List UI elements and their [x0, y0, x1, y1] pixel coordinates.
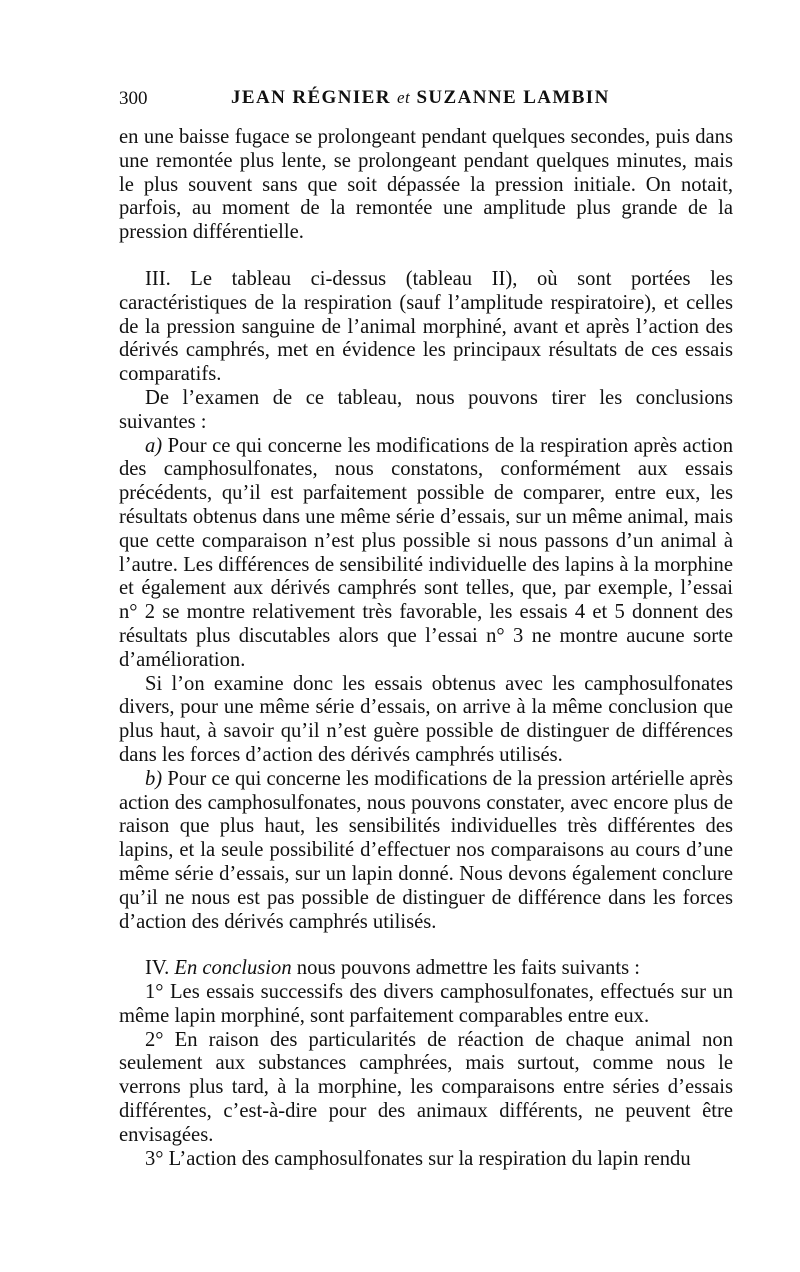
point-a-marker: a)	[145, 434, 163, 457]
paragraph-conclusion-1: 1° Les essais successifs des divers camphosulfonates, effectués sur un même lapin morphiné, sont parfaitement comparables entre eux.	[119, 981, 733, 1027]
page-number: 300	[119, 88, 148, 109]
body-text	[119, 126, 733, 1171]
point-b-marker: b)	[145, 767, 163, 790]
point-a-text: Pour ce qui concerne les modifications de la respiration après action des camphosulfonates, nous constatons, conformément aux essais précédents, qu’il est parfaitement possible de comparer, entre eux, les résultats obtenus dans une même série d’essais, sur un même animal, mais que cette comparaison n’est plus possible si nous passons d’un animal à l’autre. Les différences de sensibilité individuelle des lapins à la morphine et également aux dérivés camphrés sont telles, que, par exemple, l’essai n° 2 se montre relativement très favorable, les essais 4 et 5 donnent des résultats plus discutables alors que l’essai n° 3 ne montre aucune sorte d’amélioration.	[119, 434, 733, 671]
paragraph-camphosulfonates-comparison: Si l’on examine donc les essais obtenus avec les camphosulfonates divers, pour une même série d’essais, on arrive à la même conclusion que plus haut, à savoir qu’il n’est guère possible de distinguer de différences dans les forces d’action des dérivés camphrés utilisés.	[119, 672, 733, 766]
running-head	[119, 88, 731, 114]
section-iv-prefix: IV.	[145, 957, 175, 980]
paragraph-section-iii: III. Le tableau ci-dessus (tableau II), où sont portées les caractéristiques de la respiration (sauf l’amplitude respiratoire), et celles de la pression sanguine de l’animal morphiné, avant et après l’action des dérivés camphrés, met en évidence les principaux résultats de ces essais comparatifs.	[119, 267, 733, 386]
section-iv-emphasis: En conclusion	[174, 957, 292, 980]
paragraph-conclusion-2: 2° En raison des particularités de réaction de chaque animal non seulement aux substances camphrées, mais surtout, comme nous le verrons plus tard, à la morphine, les comparaisons entre séries d’essais différentes, c’est-à-dire pour des animaux différents, ne peuvent être envisagées.	[119, 1028, 733, 1146]
paragraph-table-conclusions: De l’examen de ce tableau, nous pouvons tirer les conclusions suivantes :	[119, 386, 733, 433]
paragraph-conclusion-3: 3° L’action des camphosulfonates sur la respiration du lapin rendu	[145, 1147, 691, 1170]
header-author-2: SUZANNE LAMBIN	[416, 87, 610, 108]
section-iv-text: nous pouvons admettre les faits suivants :	[291, 957, 640, 980]
paragraph-point-b	[119, 768, 733, 935]
header-connector: et	[397, 88, 411, 107]
paragraph-section-iv	[119, 957, 733, 981]
point-b-text: Pour ce qui concerne les modifications de la pression artérielle après action des camphosulfonates, nous pouvons constater, avec encore plus de raison que plus haut, les sensibilités individuelles très différentes des lapins, et la seule possibilité d’effectuer nos comparaisons au cours d’une même série d’essais, sur un lapin donné. Nous devons également conclure qu’il ne nous est pas possible de distinguer de différence dans les forces d’action des dérivés camphrés utilisés.	[119, 767, 733, 933]
header-author-1: JEAN RÉGNIER	[231, 87, 391, 108]
paragraph-point-a	[119, 435, 733, 673]
header-title	[231, 87, 610, 109]
paragraph-continuation: en une baisse fugace se prolongeant pendant quelques secondes, puis dans une remontée plus lente, se prolongeant pendant quelques minutes, mais le plus souvent sans que soit dépassée la pression initiale. On notait, parfois, au moment de la remontée une amplitude plus grande de la pression différentielle.	[119, 126, 733, 244]
